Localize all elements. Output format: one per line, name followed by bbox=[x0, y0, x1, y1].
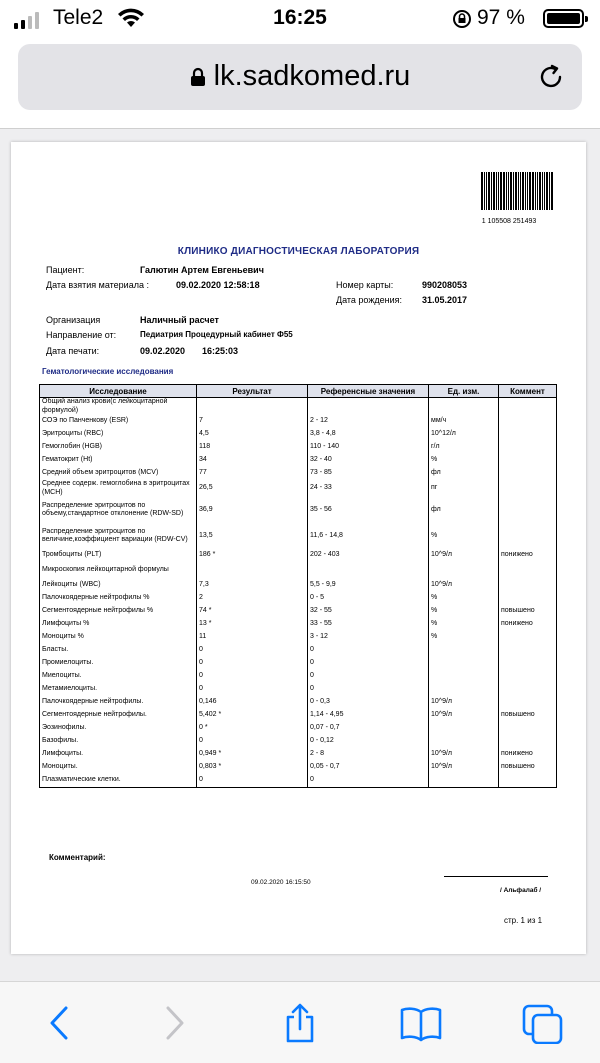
cell-result: 74 * bbox=[197, 605, 308, 618]
table-row bbox=[40, 579, 557, 592]
cell-unit: % bbox=[429, 454, 499, 467]
barcode-bar bbox=[503, 172, 506, 210]
cell-reference: 33 - 55 bbox=[308, 618, 429, 631]
barcode-bar bbox=[546, 172, 549, 210]
barcode-bar bbox=[515, 172, 518, 210]
cell-unit: 10^9/л bbox=[429, 579, 499, 592]
cell-test: Распределение эритроцитов по величине,коэффициент вариации (RDW-CV) bbox=[40, 523, 197, 549]
cell-reference: 0,07 - 0,7 bbox=[308, 722, 429, 735]
cell-reference: 1,14 - 4,95 bbox=[308, 709, 429, 722]
cell-comment bbox=[499, 428, 557, 441]
cell-unit: 10^9/л bbox=[429, 696, 499, 709]
barcode-bar bbox=[486, 172, 487, 210]
cell-unit: пг bbox=[429, 480, 499, 497]
cell-comment bbox=[499, 670, 557, 683]
table-row bbox=[40, 592, 557, 605]
cell-reference: 2 - 8 bbox=[308, 748, 429, 761]
address-bar[interactable] bbox=[18, 44, 582, 110]
cell-result: 13 * bbox=[197, 618, 308, 631]
cell-unit bbox=[429, 683, 499, 696]
cell-test: Промиелоциты. bbox=[40, 657, 197, 670]
cell-comment: понижено bbox=[499, 618, 557, 631]
cell-unit bbox=[429, 398, 499, 416]
table-row bbox=[40, 683, 557, 696]
table-row bbox=[40, 761, 557, 774]
lab-report-page bbox=[11, 142, 586, 954]
bookmarks-icon[interactable] bbox=[398, 1002, 444, 1044]
barcode-number: 1 105508 251493 bbox=[481, 218, 537, 225]
cell-comment bbox=[499, 579, 557, 592]
cell-test: Тромбоциты (PLT) bbox=[40, 549, 197, 562]
cell-comment: повышено bbox=[499, 709, 557, 722]
cell-unit: % bbox=[429, 592, 499, 605]
cell-test: Метамиелоциты. bbox=[40, 683, 197, 696]
cell-test: Моноциты. bbox=[40, 761, 197, 774]
footer-date: 09.02.2020 16:15:50 bbox=[251, 879, 311, 886]
cell-reference bbox=[308, 398, 429, 416]
cell-test: Гематокрит (Ht) bbox=[40, 454, 197, 467]
table-row bbox=[40, 748, 557, 761]
cell-unit: г/л bbox=[429, 441, 499, 454]
table-header bbox=[40, 385, 557, 398]
cell-reference: 2 - 12 bbox=[308, 415, 429, 428]
cell-unit: мм/ч bbox=[429, 415, 499, 428]
cell-result: 0,803 * bbox=[197, 761, 308, 774]
cell-result bbox=[197, 562, 308, 579]
cell-unit bbox=[429, 657, 499, 670]
cell-unit: 10^12/л bbox=[429, 428, 499, 441]
cell-reference: 0 bbox=[308, 774, 429, 787]
cell-reference: 0 - 5 bbox=[308, 592, 429, 605]
cell-test: Эозинофилы. bbox=[40, 722, 197, 735]
cell-test: Лимфоциты % bbox=[40, 618, 197, 631]
cell-unit: % bbox=[429, 523, 499, 549]
barcode bbox=[481, 172, 553, 216]
cell-reference: 32 - 40 bbox=[308, 454, 429, 467]
cell-comment bbox=[499, 562, 557, 579]
forward-icon[interactable] bbox=[160, 1002, 190, 1044]
barcode-bar bbox=[498, 172, 499, 210]
cell-result: 0 bbox=[197, 657, 308, 670]
table-row bbox=[40, 497, 557, 523]
cell-reference: 0 bbox=[308, 644, 429, 657]
cell-test: Микроскопия лейкоцитарной формулы bbox=[40, 562, 197, 579]
url-text: lk.sadkomed.ru bbox=[213, 60, 411, 92]
cell-reference: 0 bbox=[308, 683, 429, 696]
cell-test: Лимфоциты. bbox=[40, 748, 197, 761]
battery-percent: 97 % bbox=[477, 6, 525, 29]
cell-unit: % bbox=[429, 631, 499, 644]
barcode-bar bbox=[542, 172, 543, 210]
cell-comment bbox=[499, 696, 557, 709]
table-row bbox=[40, 631, 557, 644]
cell-reference bbox=[308, 562, 429, 579]
cell-result: 0 * bbox=[197, 722, 308, 735]
cell-comment: понижено bbox=[499, 549, 557, 562]
table-row bbox=[40, 467, 557, 480]
org-label: Организация bbox=[46, 315, 101, 325]
cell-unit: фл bbox=[429, 467, 499, 480]
patient-value: Галютин Артем Евгеньевич bbox=[140, 265, 264, 275]
cell-result: 7 bbox=[197, 415, 308, 428]
share-icon[interactable] bbox=[282, 1002, 318, 1044]
table-row bbox=[40, 774, 557, 787]
cell-reference: 202 - 403 bbox=[308, 549, 429, 562]
barcode-bar bbox=[500, 172, 502, 210]
cell-result: 0 bbox=[197, 774, 308, 787]
col-header-unit: Ед. изм. bbox=[429, 385, 499, 398]
barcode-bar bbox=[544, 172, 545, 210]
table-row bbox=[40, 657, 557, 670]
table-row bbox=[40, 670, 557, 683]
cell-result: 2 bbox=[197, 592, 308, 605]
birth-value: 31.05.2017 bbox=[422, 295, 468, 305]
cell-reference: 5,5 - 9,9 bbox=[308, 579, 429, 592]
cell-comment bbox=[499, 398, 557, 416]
table-row bbox=[40, 709, 557, 722]
table-row bbox=[40, 735, 557, 748]
barcode-bar bbox=[510, 172, 512, 210]
col-header-comment: Коммент bbox=[499, 385, 557, 398]
comment-label: Комментарий: bbox=[49, 853, 106, 862]
cell-test: Эритроциты (RBC) bbox=[40, 428, 197, 441]
birth-label: Дата рождения: bbox=[336, 295, 402, 305]
cell-reference: 3,8 - 4,8 bbox=[308, 428, 429, 441]
cell-test: Сегментоядерные нейтрофилы. bbox=[40, 709, 197, 722]
col-header-result: Результат bbox=[197, 385, 308, 398]
barcode-bar bbox=[537, 172, 538, 210]
table-row bbox=[40, 441, 557, 454]
cell-result: 7,3 bbox=[197, 579, 308, 592]
barcode-bar bbox=[508, 172, 509, 210]
cell-result: 0 bbox=[197, 735, 308, 748]
lab-title: КЛИНИКО ДИАГНОСТИЧЕСКАЯ ЛАБОРАТОРИЯ bbox=[177, 246, 420, 257]
browser-toolbar bbox=[0, 981, 600, 1063]
cell-result: 0 bbox=[197, 644, 308, 657]
cell-comment: повышено bbox=[499, 761, 557, 774]
cell-test: Сегментоядерные нейтрофилы % bbox=[40, 605, 197, 618]
cell-comment bbox=[499, 415, 557, 428]
table-row bbox=[40, 454, 557, 467]
cell-reference: 0 bbox=[308, 657, 429, 670]
table-row bbox=[40, 618, 557, 631]
cell-comment bbox=[499, 722, 557, 735]
table-row bbox=[40, 398, 557, 416]
clock: 16:25 bbox=[273, 6, 327, 29]
status-bar bbox=[0, 0, 600, 40]
card-label: Номер карты: bbox=[336, 280, 394, 290]
cell-test: Бласты. bbox=[40, 644, 197, 657]
cell-test: Палочкоядерные нейтрофилы. bbox=[40, 696, 197, 709]
cell-unit: % bbox=[429, 618, 499, 631]
org-value: Наличный расчет bbox=[140, 315, 219, 325]
cell-result: 34 bbox=[197, 454, 308, 467]
table-row bbox=[40, 644, 557, 657]
cell-comment bbox=[499, 735, 557, 748]
barcode-bar bbox=[549, 172, 550, 210]
cell-result: 4,5 bbox=[197, 428, 308, 441]
cell-unit: 10^9/л bbox=[429, 748, 499, 761]
barcode-bar bbox=[539, 172, 541, 210]
barcode-bar bbox=[551, 172, 553, 210]
cell-reference: 3 - 12 bbox=[308, 631, 429, 644]
cell-comment: понижено bbox=[499, 748, 557, 761]
cell-comment bbox=[499, 592, 557, 605]
cell-test: Гемоглобин (HGB) bbox=[40, 441, 197, 454]
cell-unit: 10^9/л bbox=[429, 709, 499, 722]
table-row bbox=[40, 415, 557, 428]
cell-reference: 0 - 0,12 bbox=[308, 735, 429, 748]
cell-result: 11 bbox=[197, 631, 308, 644]
table-row bbox=[40, 480, 557, 497]
cell-test: СОЭ по Панченкову (ESR) bbox=[40, 415, 197, 428]
cell-reference: 35 - 56 bbox=[308, 497, 429, 523]
results-table bbox=[39, 384, 557, 788]
tabs-icon[interactable] bbox=[520, 1002, 566, 1044]
cell-test: Лейкоциты (WBC) bbox=[40, 579, 197, 592]
cell-unit: % bbox=[429, 605, 499, 618]
cell-result: 36,9 bbox=[197, 497, 308, 523]
table-row bbox=[40, 696, 557, 709]
barcode-bar bbox=[532, 172, 534, 210]
signature-name: / Альфалаб / bbox=[500, 887, 542, 894]
barcode-bar bbox=[493, 172, 495, 210]
cell-comment bbox=[499, 657, 557, 670]
lock-icon bbox=[190, 67, 206, 87]
sample-date-label: Дата взятия материала : bbox=[46, 280, 149, 290]
cell-result: 0,949 * bbox=[197, 748, 308, 761]
table-row bbox=[40, 605, 557, 618]
cell-reference: 24 - 33 bbox=[308, 480, 429, 497]
cell-reference: 0 - 0,3 bbox=[308, 696, 429, 709]
col-header-reference: Референсные значения bbox=[308, 385, 429, 398]
table-row bbox=[40, 722, 557, 735]
barcode-bar bbox=[506, 172, 507, 210]
carrier-name: Tele2 bbox=[53, 6, 104, 29]
cell-unit bbox=[429, 670, 499, 683]
cell-result: 26,5 bbox=[197, 480, 308, 497]
cell-comment bbox=[499, 480, 557, 497]
cell-comment bbox=[499, 454, 557, 467]
sample-date-value: 09.02.2020 12:58:18 bbox=[176, 280, 260, 290]
cell-comment bbox=[499, 644, 557, 657]
barcode-bar bbox=[525, 172, 526, 210]
print-time: 16:25:03 bbox=[202, 346, 239, 356]
section-title: Гематологические исследования bbox=[42, 367, 174, 376]
table-row bbox=[40, 549, 557, 562]
barcode-bar bbox=[513, 172, 514, 210]
table-row bbox=[40, 523, 557, 549]
cell-unit bbox=[429, 644, 499, 657]
cell-comment bbox=[499, 467, 557, 480]
cell-result bbox=[197, 398, 308, 416]
barcode-bar bbox=[520, 172, 521, 210]
cell-test: Среднее содерж. гемоглобина в эритроцитах (MCH) bbox=[40, 480, 197, 497]
patient-label: Пациент: bbox=[46, 265, 85, 275]
barcode-bar bbox=[491, 172, 492, 210]
cell-result: 13,5 bbox=[197, 523, 308, 549]
cell-comment: повышено bbox=[499, 605, 557, 618]
barcode-bar bbox=[481, 172, 483, 210]
reload-icon[interactable] bbox=[536, 62, 566, 92]
cell-unit: фл bbox=[429, 497, 499, 523]
col-header-test: Исследование bbox=[40, 385, 197, 398]
cell-unit bbox=[429, 722, 499, 735]
table-row bbox=[40, 562, 557, 579]
referral-value: Педиатрия Процедурный кабинет Ф55 bbox=[140, 330, 293, 339]
card-value: 990208053 bbox=[422, 280, 468, 290]
cell-test: Плазматические клетки. bbox=[40, 774, 197, 787]
cell-result: 186 * bbox=[197, 549, 308, 562]
cell-reference: 0 bbox=[308, 670, 429, 683]
cell-reference: 0,05 - 0,7 bbox=[308, 761, 429, 774]
cell-comment bbox=[499, 441, 557, 454]
orientation-lock-icon bbox=[452, 9, 472, 29]
cell-result: 0 bbox=[197, 670, 308, 683]
cell-comment bbox=[499, 631, 557, 644]
cell-unit: 10^9/л bbox=[429, 549, 499, 562]
cell-test: Базофилы. bbox=[40, 735, 197, 748]
cell-comment bbox=[499, 774, 557, 787]
barcode-bar bbox=[484, 172, 485, 210]
cell-reference: 73 - 85 bbox=[308, 467, 429, 480]
barcode-bar bbox=[529, 172, 532, 210]
referral-label: Направление от: bbox=[46, 330, 117, 340]
cell-unit bbox=[429, 774, 499, 787]
cell-result: 0 bbox=[197, 683, 308, 696]
print-date-label: Дата печати: bbox=[46, 346, 100, 356]
cell-unit bbox=[429, 562, 499, 579]
cell-test: Общий анализ крови(с лейкоцитарной формулой) bbox=[40, 398, 197, 416]
barcode-bar bbox=[518, 172, 519, 210]
cell-comment bbox=[499, 497, 557, 523]
cell-comment bbox=[499, 523, 557, 549]
cell-reference: 32 - 55 bbox=[308, 605, 429, 618]
barcode-bar bbox=[527, 172, 528, 210]
back-icon[interactable] bbox=[44, 1002, 74, 1044]
battery-icon bbox=[543, 9, 584, 28]
cell-reference: 110 - 140 bbox=[308, 441, 429, 454]
barcode-bar bbox=[488, 172, 491, 210]
cell-result: 118 bbox=[197, 441, 308, 454]
cell-comment bbox=[499, 683, 557, 696]
barcode-bar bbox=[522, 172, 524, 210]
cell-unit bbox=[429, 735, 499, 748]
table-row bbox=[40, 428, 557, 441]
signature-line bbox=[444, 876, 548, 877]
cell-test: Миелоциты. bbox=[40, 670, 197, 683]
barcode-bar bbox=[535, 172, 536, 210]
cell-result: 0,146 bbox=[197, 696, 308, 709]
cell-test: Распределение эритроцитов по объему,стандартное отклонение (RDW-SD) bbox=[40, 497, 197, 523]
cell-test: Палочкоядерные нейтрофилы % bbox=[40, 592, 197, 605]
print-date: 09.02.2020 bbox=[140, 346, 186, 356]
cell-unit: 10^9/л bbox=[429, 761, 499, 774]
barcode-bar bbox=[496, 172, 497, 210]
cell-result: 5,402 * bbox=[197, 709, 308, 722]
page-number: стр. 1 из 1 bbox=[504, 916, 543, 925]
cell-test: Средний объем эритроцитов (MCV) bbox=[40, 467, 197, 480]
cell-result: 77 bbox=[197, 467, 308, 480]
cell-reference: 11,6 - 14,8 bbox=[308, 523, 429, 549]
cell-test: Моноциты % bbox=[40, 631, 197, 644]
